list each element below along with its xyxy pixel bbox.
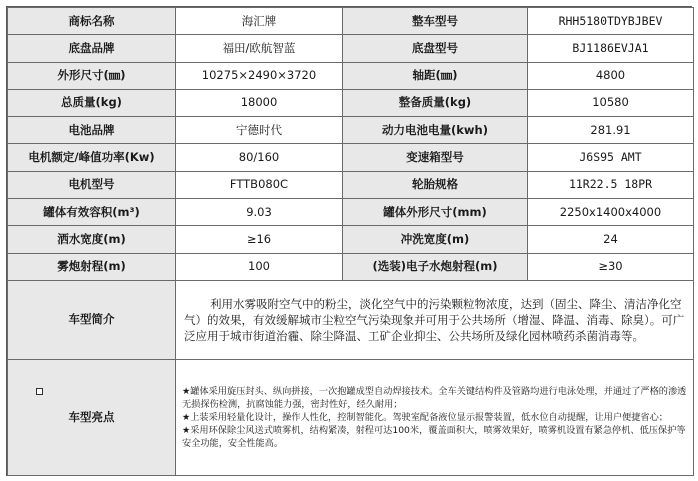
highlight-item: ★上装采用轻量化设计，操作人性化，控制智能化。驾驶室配备液位显示报警装置，低水位自动提醒，让用户便捷省心； — [182, 411, 668, 423]
spec-value: RHH5180TDYBJBEV — [528, 8, 694, 35]
spec-row — [8, 62, 694, 89]
spec-row — [8, 35, 694, 62]
spec-value: 9.03 — [176, 199, 343, 226]
highlights-cell — [176, 359, 694, 475]
spec-value: 10580 — [528, 89, 694, 116]
highlights-row — [8, 359, 694, 475]
spec-row — [8, 89, 694, 116]
highlight-item: ★罐体采用旋压封头、纵向拼接，一次抱罐成型自动焊接技术。全车关键结构件及管路均进行电泳处理，并通过了严格的渗透无损探伤检测，抗腐蚀能力强，密封性好，经久耐用； — [182, 385, 687, 410]
spec-label: 总质量(kg) — [8, 89, 176, 116]
spec-value: 100 — [176, 253, 343, 280]
spec-label: 冲洗宽度(m) — [343, 226, 528, 253]
spec-row — [8, 8, 694, 35]
spec-label: 电机额定/峰值功率(Kw) — [8, 144, 176, 171]
spec-label: 电机型号 — [8, 171, 176, 198]
spec-sheet — [6, 6, 692, 476]
spec-value: 11R22.5 18PR — [528, 171, 694, 198]
description-label: 车型简介 — [8, 280, 176, 359]
spec-row — [8, 171, 694, 198]
spec-label: 整车型号 — [343, 8, 528, 35]
spec-label: 电池品牌 — [8, 117, 176, 144]
spec-value: 4800 — [528, 62, 694, 89]
spec-value: J6S95 AMT — [528, 144, 694, 171]
spec-value: 福田/欧航智蓝 — [176, 35, 343, 62]
spec-value: 80/160 — [176, 144, 343, 171]
spec-row — [8, 226, 694, 253]
spec-label: 底盘型号 — [343, 35, 528, 62]
spec-label: 底盘品牌 — [8, 35, 176, 62]
spec-label: 罐体有效容积(m³) — [8, 199, 176, 226]
spec-value: 281.91 — [528, 117, 694, 144]
spec-label: 动力电池电量(kwh) — [343, 117, 528, 144]
spec-value: 宁德时代 — [176, 117, 343, 144]
description-text: 利用水雾吸附空气中的粉尘，淡化空气中的污染颗粒物浓度，达到（固尘、降尘、清洁净化空气）的效果，有效缓解城市尘粒空气污染现象并可用于公共场所（增湿、降温、消毒、除臭）。可广泛应用于城市街道治霾、除尘降温、工矿企业抑尘、公共场所及绿化园林喷药杀菌消毒等。 — [184, 296, 685, 343]
spec-label: (选装)电子水炮射程(m) — [343, 253, 528, 280]
spec-label: 轴距(㎜) — [343, 62, 528, 89]
spec-value: 海汇牌 — [176, 8, 343, 35]
spec-value: ≥30 — [528, 253, 694, 280]
description-cell — [176, 280, 694, 359]
spec-row — [8, 199, 694, 226]
spec-value: ≥16 — [176, 226, 343, 253]
spec-label: 外形尺寸(㎜) — [8, 62, 176, 89]
spec-label: 轮胎规格 — [343, 171, 528, 198]
spec-table-body — [8, 8, 694, 281]
spec-value: BJ1186EVJA1 — [528, 35, 694, 62]
spec-value: 18000 — [176, 89, 343, 116]
spec-row — [8, 117, 694, 144]
checkbox-marker-icon — [36, 388, 43, 395]
spec-value: 24 — [528, 226, 694, 253]
highlights-label: 车型亮点 — [8, 359, 176, 475]
spec-label: 整备质量(kg) — [343, 89, 528, 116]
spec-value: FTTB080C — [176, 171, 343, 198]
spec-label: 变速箱型号 — [343, 144, 528, 171]
spec-row — [8, 253, 694, 280]
spec-label: 洒水宽度(m) — [8, 226, 176, 253]
description-row — [8, 280, 694, 359]
spec-table — [7, 7, 694, 476]
spec-row — [8, 144, 694, 171]
spec-label: 罐体外形尺寸(mm) — [343, 199, 528, 226]
spec-label: 雾炮射程(m) — [8, 253, 176, 280]
spec-value: 2250x1400x4000 — [528, 199, 694, 226]
highlight-item: ★采用环保除尘风送式喷雾机，结构紧凑，射程可达100米，覆盖面积大，喷雾效果好，喷雾机设置有紧急停机、低压保护等安全功能，安全性能高。 — [182, 424, 686, 449]
spec-value: 10275×2490×3720 — [176, 62, 343, 89]
spec-label: 商标名称 — [8, 8, 176, 35]
